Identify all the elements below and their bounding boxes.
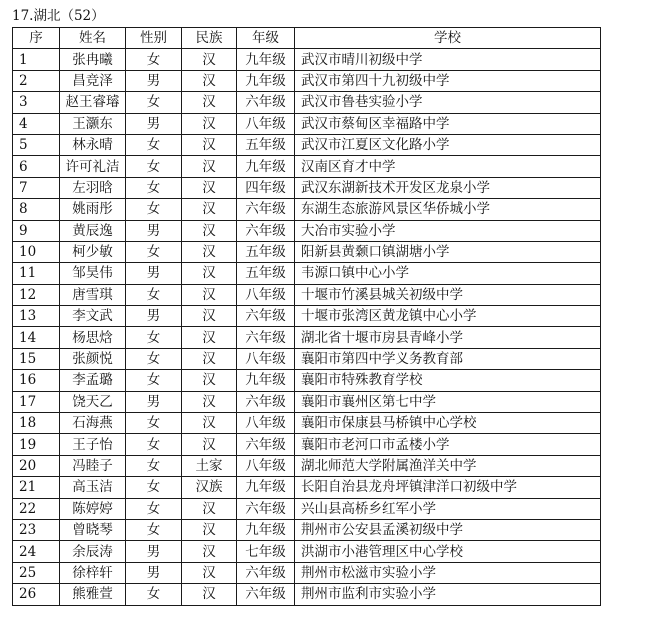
cell-no: 20 (13, 455, 60, 476)
cell-ethnicity: 汉 (182, 327, 237, 348)
cell-ethnicity: 汉 (182, 370, 237, 391)
table-row (13, 391, 601, 412)
cell-gender: 女 (126, 413, 182, 434)
cell-school: 湖北师范大学附属渔洋关中学 (295, 455, 601, 476)
cell-ethnicity: 汉 (182, 519, 237, 540)
cell-no: 26 (13, 584, 60, 605)
cell-grade: 六年级 (237, 306, 295, 327)
cell-name: 余辰涛 (60, 541, 126, 562)
table-row (13, 284, 601, 305)
cell-gender: 女 (126, 92, 182, 113)
cell-gender: 男 (126, 220, 182, 241)
cell-grade: 八年级 (237, 284, 295, 305)
header-grade: 年级 (237, 28, 295, 49)
cell-school: 湖北省十堰市房县青峰小学 (295, 327, 601, 348)
cell-grade: 九年级 (237, 370, 295, 391)
table-row (13, 562, 601, 583)
table-row (13, 434, 601, 455)
cell-grade: 六年级 (237, 327, 295, 348)
cell-school: 荆州市公安县孟溪初级中学 (295, 519, 601, 540)
cell-ethnicity: 汉 (182, 177, 237, 198)
cell-grade: 八年级 (237, 455, 295, 476)
cell-ethnicity: 汉 (182, 434, 237, 455)
cell-name: 赵王睿璿 (60, 92, 126, 113)
cell-ethnicity: 汉 (182, 562, 237, 583)
table-row (13, 220, 601, 241)
table-row (13, 199, 601, 220)
cell-school: 汉南区育才中学 (295, 156, 601, 177)
cell-gender: 女 (126, 284, 182, 305)
cell-name: 陈婷婷 (60, 498, 126, 519)
cell-name: 昌竞泽 (60, 70, 126, 91)
cell-ethnicity: 汉 (182, 306, 237, 327)
cell-grade: 六年级 (237, 199, 295, 220)
cell-gender: 女 (126, 348, 182, 369)
cell-ethnicity: 汉 (182, 413, 237, 434)
cell-gender: 女 (126, 498, 182, 519)
cell-no: 15 (13, 348, 60, 369)
cell-name: 饶天乙 (60, 391, 126, 412)
cell-school: 襄阳市保康县马桥镇中心学校 (295, 413, 601, 434)
cell-name: 石海燕 (60, 413, 126, 434)
cell-no: 17 (13, 391, 60, 412)
cell-gender: 女 (126, 370, 182, 391)
cell-school: 武汉市鲁巷实验小学 (295, 92, 601, 113)
table-header-row (13, 28, 601, 49)
cell-school: 武汉市晴川初级中学 (295, 49, 601, 70)
cell-grade: 六年级 (237, 92, 295, 113)
cell-no: 7 (13, 177, 60, 198)
table-row (13, 584, 601, 605)
table-row (13, 134, 601, 155)
cell-gender: 男 (126, 562, 182, 583)
cell-no: 24 (13, 541, 60, 562)
table-row (13, 519, 601, 540)
cell-school: 兴山县高桥乡红军小学 (295, 498, 601, 519)
cell-name: 王子怡 (60, 434, 126, 455)
cell-gender: 女 (126, 156, 182, 177)
cell-no: 14 (13, 327, 60, 348)
cell-no: 3 (13, 92, 60, 113)
cell-grade: 九年级 (237, 49, 295, 70)
cell-no: 21 (13, 477, 60, 498)
cell-grade: 五年级 (237, 134, 295, 155)
cell-gender: 女 (126, 49, 182, 70)
table-body (13, 49, 601, 605)
cell-grade: 六年级 (237, 220, 295, 241)
cell-name: 左羽晗 (60, 177, 126, 198)
cell-school: 武汉东湖新技术开发区龙泉小学 (295, 177, 601, 198)
cell-school: 十堰市张湾区黄龙镇中心小学 (295, 306, 601, 327)
cell-ethnicity: 汉 (182, 199, 237, 220)
header-no: 序 (13, 28, 60, 49)
table-row (13, 498, 601, 519)
cell-school: 韦源口镇中心小学 (295, 263, 601, 284)
cell-ethnicity: 汉 (182, 391, 237, 412)
cell-school: 洪湖市小港管理区中心学校 (295, 541, 601, 562)
header-ethnicity: 民族 (182, 28, 237, 49)
table-row (13, 477, 601, 498)
table-row (13, 348, 601, 369)
cell-gender: 女 (126, 241, 182, 262)
cell-gender: 男 (126, 263, 182, 284)
cell-no: 12 (13, 284, 60, 305)
table-row (13, 370, 601, 391)
cell-gender: 男 (126, 541, 182, 562)
cell-school: 荆州市监利市实验小学 (295, 584, 601, 605)
cell-gender: 女 (126, 134, 182, 155)
cell-no: 5 (13, 134, 60, 155)
table-row (13, 92, 601, 113)
table-row (13, 241, 601, 262)
cell-grade: 五年级 (237, 263, 295, 284)
cell-gender: 男 (126, 391, 182, 412)
cell-no: 1 (13, 49, 60, 70)
cell-no: 8 (13, 199, 60, 220)
cell-school: 武汉市江夏区文化路小学 (295, 134, 601, 155)
cell-name: 柯少敏 (60, 241, 126, 262)
cell-grade: 八年级 (237, 113, 295, 134)
cell-gender: 男 (126, 70, 182, 91)
cell-school: 武汉市第四十九初级中学 (295, 70, 601, 91)
cell-grade: 八年级 (237, 348, 295, 369)
cell-name: 黄辰逸 (60, 220, 126, 241)
cell-no: 9 (13, 220, 60, 241)
cell-name: 林永晴 (60, 134, 126, 155)
cell-ethnicity: 汉 (182, 134, 237, 155)
cell-grade: 五年级 (237, 241, 295, 262)
cell-no: 18 (13, 413, 60, 434)
cell-ethnicity: 汉 (182, 241, 237, 262)
cell-gender: 女 (126, 434, 182, 455)
cell-no: 22 (13, 498, 60, 519)
cell-ethnicity: 汉 (182, 113, 237, 134)
cell-school: 十堰市竹溪县城关初级中学 (295, 284, 601, 305)
table-row (13, 541, 601, 562)
cell-grade: 九年级 (237, 477, 295, 498)
cell-no: 16 (13, 370, 60, 391)
cell-no: 4 (13, 113, 60, 134)
cell-name: 李孟璐 (60, 370, 126, 391)
cell-ethnicity: 汉 (182, 348, 237, 369)
cell-name: 熊雅萱 (60, 584, 126, 605)
table-row (13, 177, 601, 198)
cell-school: 襄阳市第四中学义务教育部 (295, 348, 601, 369)
cell-no: 10 (13, 241, 60, 262)
cell-no: 2 (13, 70, 60, 91)
cell-gender: 女 (126, 327, 182, 348)
cell-gender: 女 (126, 199, 182, 220)
table-row (13, 327, 601, 348)
cell-name: 姚雨彤 (60, 199, 126, 220)
cell-gender: 男 (126, 306, 182, 327)
cell-name: 张颜悦 (60, 348, 126, 369)
cell-school: 阳新县黄颡口镇湖塘小学 (295, 241, 601, 262)
cell-grade: 六年级 (237, 391, 295, 412)
cell-ethnicity: 汉 (182, 263, 237, 284)
cell-ethnicity: 汉 (182, 284, 237, 305)
cell-ethnicity: 汉 (182, 92, 237, 113)
cell-grade: 四年级 (237, 177, 295, 198)
cell-gender: 女 (126, 584, 182, 605)
student-roster-table (12, 27, 601, 606)
cell-ethnicity: 汉族 (182, 477, 237, 498)
table-row (13, 70, 601, 91)
cell-school: 武汉市蔡甸区幸福路中学 (295, 113, 601, 134)
table-row (13, 306, 601, 327)
header-name: 姓名 (60, 28, 126, 49)
cell-grade: 九年级 (237, 156, 295, 177)
cell-grade: 六年级 (237, 562, 295, 583)
cell-school: 襄阳市老河口市孟楼小学 (295, 434, 601, 455)
cell-grade: 六年级 (237, 584, 295, 605)
cell-ethnicity: 汉 (182, 220, 237, 241)
cell-grade: 八年级 (237, 413, 295, 434)
cell-name: 冯睦子 (60, 455, 126, 476)
cell-gender: 男 (126, 113, 182, 134)
cell-ethnicity: 汉 (182, 584, 237, 605)
cell-name: 高玉洁 (60, 477, 126, 498)
header-gender: 性别 (126, 28, 182, 49)
header-school: 学校 (295, 28, 601, 49)
cell-school: 荆州市松滋市实验小学 (295, 562, 601, 583)
cell-name: 许可礼洁 (60, 156, 126, 177)
cell-no: 19 (13, 434, 60, 455)
cell-school: 襄阳市襄州区第七中学 (295, 391, 601, 412)
cell-ethnicity: 汉 (182, 498, 237, 519)
table-row (13, 413, 601, 434)
cell-no: 25 (13, 562, 60, 583)
cell-grade: 七年级 (237, 541, 295, 562)
cell-ethnicity: 汉 (182, 70, 237, 91)
cell-school: 长阳自治县龙舟坪镇津洋口初级中学 (295, 477, 601, 498)
cell-ethnicity: 汉 (182, 156, 237, 177)
cell-name: 杨思焓 (60, 327, 126, 348)
cell-name: 徐梓轩 (60, 562, 126, 583)
cell-grade: 九年级 (237, 70, 295, 91)
cell-name: 唐雪琪 (60, 284, 126, 305)
cell-no: 23 (13, 519, 60, 540)
cell-gender: 女 (126, 477, 182, 498)
cell-name: 李文武 (60, 306, 126, 327)
cell-name: 曾晓琴 (60, 519, 126, 540)
cell-gender: 女 (126, 177, 182, 198)
cell-grade: 六年级 (237, 434, 295, 455)
cell-ethnicity: 汉 (182, 541, 237, 562)
cell-name: 邹昊伟 (60, 263, 126, 284)
cell-ethnicity: 汉 (182, 49, 237, 70)
cell-no: 11 (13, 263, 60, 284)
cell-school: 襄阳市特殊教育学校 (295, 370, 601, 391)
cell-ethnicity: 土家 (182, 455, 237, 476)
section-title: 17.湖北（52） (12, 8, 105, 24)
cell-gender: 女 (126, 455, 182, 476)
cell-school: 大冶市实验小学 (295, 220, 601, 241)
cell-no: 13 (13, 306, 60, 327)
cell-grade: 九年级 (237, 519, 295, 540)
table-row (13, 263, 601, 284)
table-row (13, 113, 601, 134)
cell-school: 东湖生态旅游风景区华侨城小学 (295, 199, 601, 220)
table-row (13, 49, 601, 70)
cell-gender: 女 (126, 519, 182, 540)
cell-name: 王灏东 (60, 113, 126, 134)
table-row (13, 156, 601, 177)
cell-name: 张冉曦 (60, 49, 126, 70)
cell-grade: 六年级 (237, 498, 295, 519)
table-row (13, 455, 601, 476)
cell-no: 6 (13, 156, 60, 177)
